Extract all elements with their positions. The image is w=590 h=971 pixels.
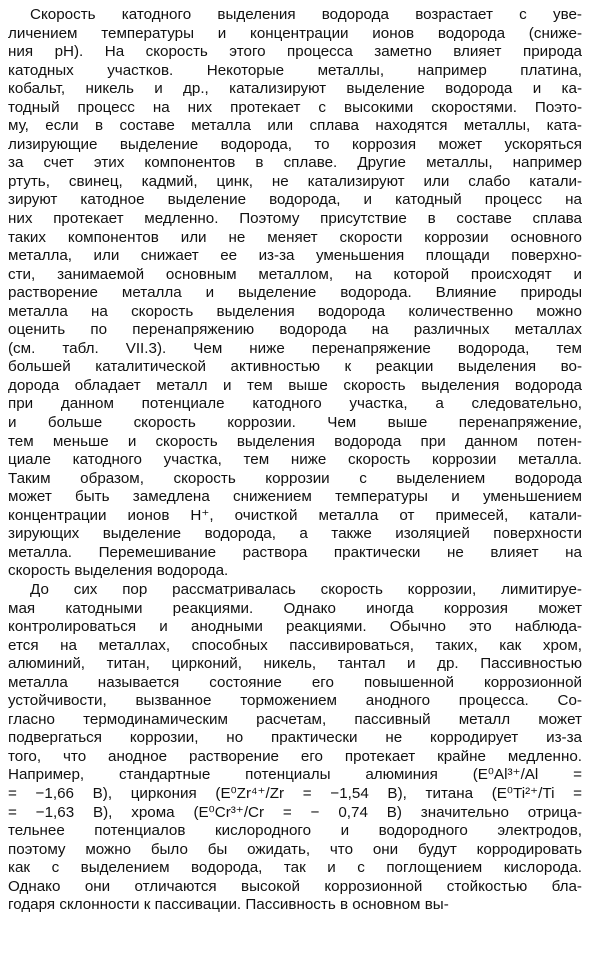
text-line: Таким образом, скорость коррозии с выделением водорода: [8, 469, 582, 487]
text-line: циале катодного участка, тем ниже скорость коррозии металла.: [8, 451, 582, 469]
text-line: металла называется состояние его повышенной коррозионной: [8, 673, 582, 691]
text-line: за счет этих компонентов в сплаве. Другие металлы, например: [8, 154, 582, 172]
text-line: Скорость катодного выделения водорода возрастает с уве-: [30, 6, 582, 23]
text-line: зирующих выделение водорода, а также изоляцией поверхности: [8, 525, 582, 543]
text-line: может быть замедлена снижением температуры и уменьшением: [8, 488, 582, 506]
text-line: му, если в составе металла или сплава находятся металлы, ката-: [8, 117, 582, 135]
text-line: при данном потенциале катодного участка, а следовательно,: [8, 395, 582, 413]
text-line: тельнее потенциалов кислородного и водородного электродов,: [8, 822, 582, 840]
text-line: металла. Перемешивание раствора практически не влияет на: [8, 543, 582, 561]
text-line: поэтому можно было бы ожидать, что они будут корродировать: [8, 840, 582, 858]
text-line: Однако они отличаются высокой коррозионной стойкостью бла-: [8, 877, 582, 895]
text-line: Например, стандартные потенциалы алюминия (E⁰Al³⁺/Al =: [8, 766, 582, 784]
text-line: как с выделением водорода, так и с поглощением кислорода.: [8, 859, 582, 877]
text-line: таких компонентов или не меняет скорости коррозии основного: [8, 228, 582, 246]
text-line: гласно термодинамическим расчетам, пассивный металл может: [8, 710, 582, 728]
text-line: До сих пор рассматривалась скорость коррозии, лимитируе-: [30, 580, 582, 598]
text-line: дорода обладает металл и тем выше скорость выделения водорода: [8, 376, 582, 394]
text-line: годаря склонности к пассивации. Пассивность в основном вы-: [8, 896, 449, 914]
text-line: тем меньше и скорость выделения водорода при данном потен-: [8, 432, 582, 450]
text-line: лизирующие выделение водорода, то коррозия может ускоряться: [8, 135, 582, 153]
text-line: мая катодными реакциями. Однако иногда коррозия может: [8, 599, 582, 617]
text-line: личением температуры и концентрации ионов водорода (сниже-: [8, 24, 582, 42]
text-line: кобальт, никель и др., катализируют выделение водорода и ка-: [8, 80, 582, 98]
paragraph-hydrogen-evolution: [8, 6, 582, 581]
text-line: зируют катодное выделение водорода, и катодный процесс на: [8, 191, 582, 209]
text-line: них протекает медленно. Поэтому присутствие в составе сплава: [8, 210, 582, 228]
text-line: алюминий, титан, цирконий, никель, тантал и др. Пассивностью: [8, 655, 582, 673]
text-line: ется на металлах, способных пассивироваться, таких, как хром,: [8, 636, 582, 654]
text-line: (см. табл. VII.3). Чем ниже перенапряжение водорода, тем: [8, 339, 582, 357]
text-line: и больше скорость коррозии. Чем выше перенапряжение,: [8, 414, 582, 432]
text-line: скорость выделения водорода.: [8, 562, 229, 580]
text-line: оценить по перенапряжению водорода на различных металлах: [8, 321, 582, 339]
text-line: тодный процесс на них протекает с высокими скоростями. Поэто-: [8, 98, 582, 116]
text-line: = −1,66 В), циркония (E⁰Zr⁴⁺/Zr = −1,54 В), титана (E⁰Ti²⁺/Ti =: [8, 784, 582, 802]
text-line: растворение металла и выделение водорода. Влияние природы: [8, 284, 582, 302]
text-line: того, что анодное растворение его протекает крайне медленно.: [8, 747, 582, 765]
text-line: контролироваться и анодными реакциями. Обычно это наблюда-: [8, 618, 582, 636]
text-line: большей каталитической активностью к реакции выделения во-: [8, 358, 582, 376]
paragraph-anodic-control: [8, 581, 582, 915]
text-line: сти, занимаемой основным металлом, на которой происходят и: [8, 265, 582, 283]
text-line: подвергаться коррозии, но практически не корродирует из-за: [8, 729, 582, 747]
text-line: ния рН). На скорость этого процесса заметно влияет природа: [8, 43, 582, 61]
text-line: катодных участков. Некоторые металлы, например платина,: [8, 61, 582, 79]
text-line: = −1,63 В), хрома (E⁰Cr³⁺/Cr = − 0,74 В) значительно отрица-: [8, 803, 582, 821]
text-line: металла на скорость выделения водорода количественно можно: [8, 302, 582, 320]
text-line: металла, или снижает ее из-за уменьшения площади поверхно-: [8, 247, 582, 265]
text-line: концентрации ионов H⁺, очисткой металла от примесей, катали-: [8, 506, 582, 524]
text-line: ртуть, свинец, кадмий, цинк, не катализируют или слабо катали-: [8, 172, 582, 190]
text-line: устойчивости, вызванное торможением анодного процесса. Со-: [8, 692, 582, 710]
